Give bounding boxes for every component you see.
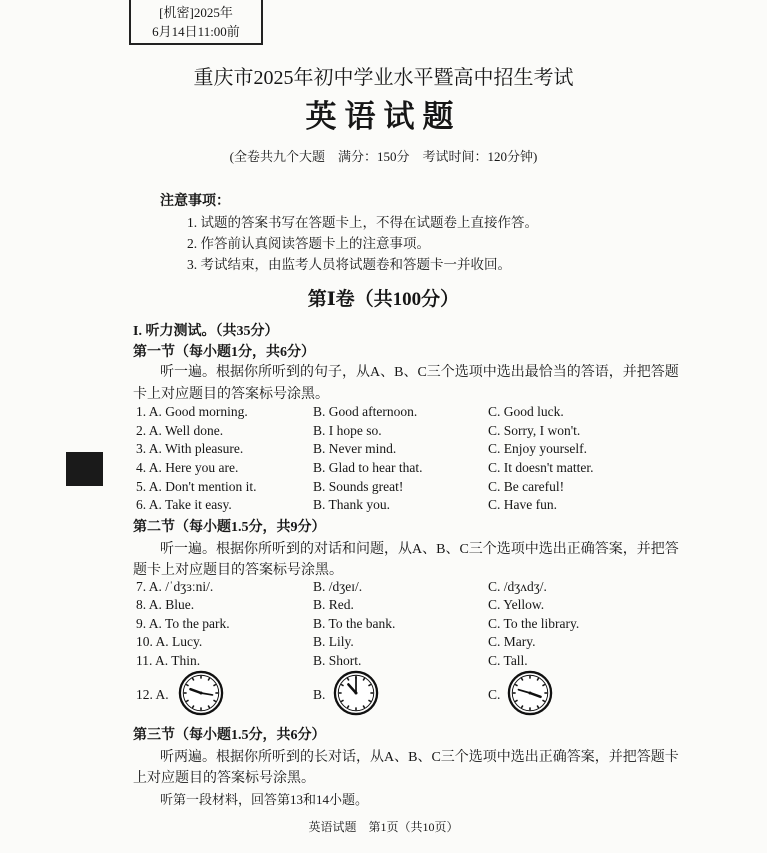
option-c: C. Enjoy yourself. — [488, 441, 587, 456]
option-b: B. Glad to hear that. — [313, 460, 423, 475]
exam-info: (全卷共九个大题 满分：150分 考试时间：120分钟) — [229, 149, 538, 164]
notice-title: 注意事项： — [160, 194, 230, 209]
instruction-line: 听两遍。根据你所听到的长对话，从A、B、C三个选项中选出正确答案，并把答题卡 — [160, 750, 679, 765]
part-title: 第Ⅰ卷（共100分） — [307, 289, 460, 310]
option-a: 12. A. — [136, 687, 169, 702]
option-c: C. Sorry, I won't. — [488, 423, 581, 438]
option-b: B. Sounds great! — [313, 479, 404, 494]
clock-icon — [507, 670, 553, 716]
instruction-line: 上对应题目的答案标号涂黑。 — [133, 771, 315, 786]
option-b: B. Red. — [313, 597, 354, 612]
clock-icon — [178, 670, 224, 716]
option-a: 11. A. Thin. — [136, 653, 201, 668]
instruction-line: 听一遍。根据你所听到的对话和问题，从A、B、C三个选项中选出正确答案，并把答 — [160, 542, 679, 557]
option-a: 2. A. Well done. — [136, 423, 224, 438]
option-b: B. Good afternoon. — [313, 404, 418, 419]
page-footer: 英语试题 第1页（共10页） — [308, 820, 459, 834]
option-c: C. Be careful! — [488, 479, 565, 494]
option-b: B. To the bank. — [313, 616, 396, 631]
subject-title: 英语试题 — [305, 99, 462, 134]
notice-item: 2. 作答前认真阅读答题卡上的注意事项。 — [187, 236, 430, 251]
option-b: B. I hope so. — [313, 423, 382, 438]
option-a: 10. A. Lucy. — [136, 634, 203, 649]
option-b: B. — [313, 687, 326, 702]
instruction-line: 听一遍。根据你所听到的句子，从A、B、C三个选项中选出最恰当的答语，并把答题 — [160, 365, 679, 380]
option-a: 3. A. With pleasure. — [136, 441, 244, 456]
exam-title: 重庆市2025年初中学业水平暨高中招生考试 — [193, 67, 574, 89]
option-c: C. Tall. — [488, 653, 528, 668]
option-a: 6. A. Take it easy. — [136, 497, 232, 512]
confidential-label: [机密]2025年 — [159, 5, 233, 20]
clock-icon — [333, 670, 379, 716]
option-c: C. To the library. — [488, 616, 580, 631]
instruction-line: 卡上对应题目的答案标号涂黑。 — [133, 387, 329, 402]
notice-item: 3. 考试结束，由监考人员将试题卷和答题卡一并收回。 — [187, 257, 511, 272]
option-b: B. /dʒeɪ/. — [313, 579, 363, 594]
section-heading: I. 听力测试。（共35分） — [133, 324, 279, 339]
option-b: B. Thank you. — [313, 497, 390, 512]
subsection-heading: 第一节（每小题1分，共6分） — [133, 345, 315, 360]
option-a: 9. A. To the park. — [136, 616, 230, 631]
registration-mark — [66, 452, 103, 486]
option-c: C. Good luck. — [488, 404, 564, 419]
option-c: C. — [488, 687, 501, 702]
subsection-heading: 第三节（每小题1.5分，共6分） — [133, 728, 326, 743]
option-a: 4. A. Here you are. — [136, 460, 239, 475]
instruction-line: 题卡上对应题目的答案标号涂黑。 — [133, 563, 343, 578]
option-c: C. It doesn't matter. — [488, 460, 594, 475]
option-c: C. Mary. — [488, 634, 536, 649]
option-b: B. Short. — [313, 653, 362, 668]
option-c: C. /dʒʌdʒ/. — [488, 579, 547, 594]
option-a: 8. A. Blue. — [136, 597, 195, 612]
instruction-line: 听第一段材料，回答第13和14小题。 — [160, 792, 369, 807]
option-c: C. Yellow. — [488, 597, 545, 612]
deadline-label: 6月14日11:00前 — [152, 24, 240, 39]
subsection-heading: 第二节（每小题1.5分，共9分） — [133, 520, 326, 535]
notice-item: 1. 试题的答案书写在答题卡上，不得在试题卷上直接作答。 — [187, 215, 538, 230]
option-a: 1. A. Good morning. — [136, 404, 248, 419]
option-a: 7. A. /ˈdʒɜːni/. — [136, 579, 214, 594]
confidential-box — [129, 0, 263, 45]
option-a: 5. A. Don't mention it. — [136, 479, 257, 494]
option-b: B. Lily. — [313, 634, 354, 649]
option-c: C. Have fun. — [488, 497, 557, 512]
option-b: B. Never mind. — [313, 441, 397, 456]
